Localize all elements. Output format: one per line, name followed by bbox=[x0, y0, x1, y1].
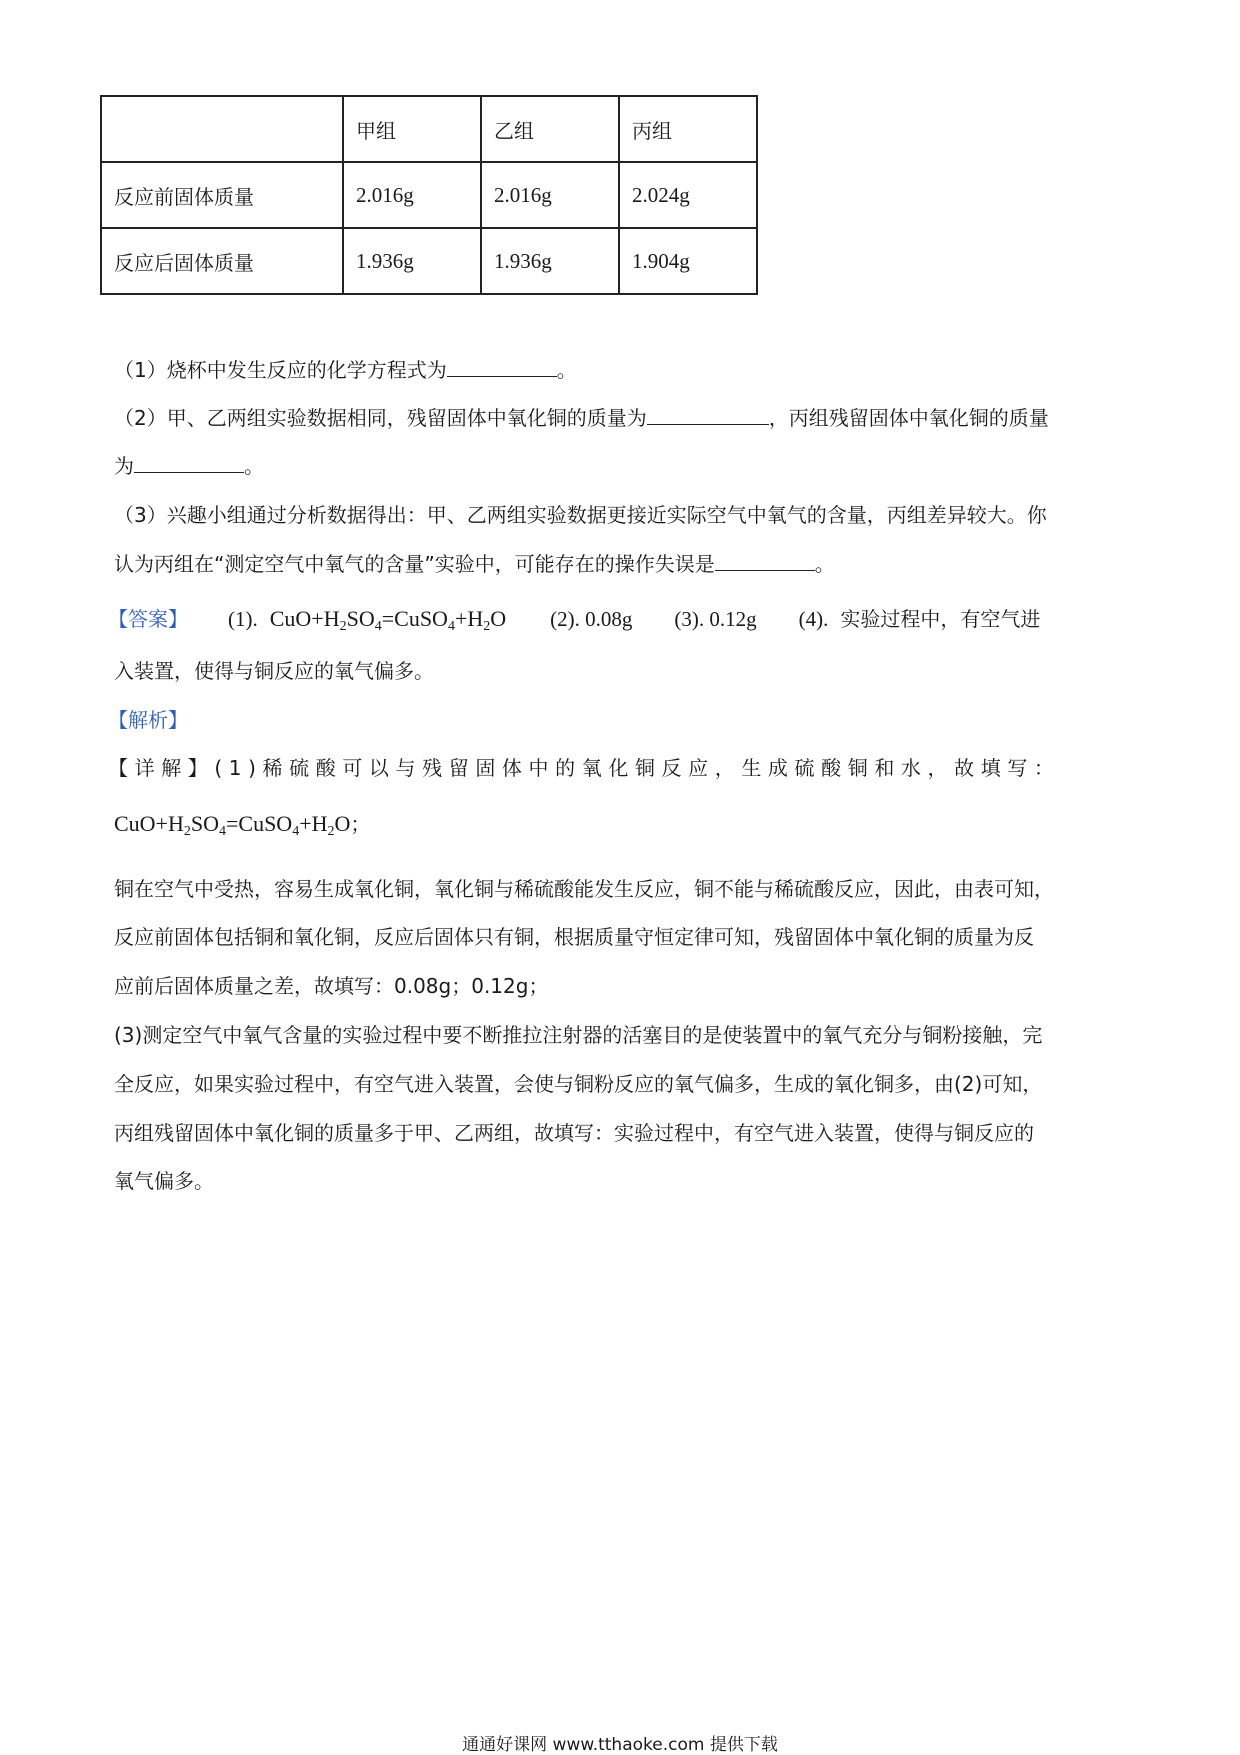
table-cell: 1.936g bbox=[343, 228, 481, 294]
detail-text: (1)稀硫酸可以与残留固体中的氧化铜反应，生成硫酸铜和水，故填写： bbox=[214, 756, 1061, 780]
chemical-equation: $CuO+H_2SO_4=CuSO_4+H_2O$ bbox=[114, 811, 351, 839]
answer-blank bbox=[447, 356, 557, 377]
answer-item: (2). 0.08g bbox=[550, 607, 633, 631]
answer-blank bbox=[647, 404, 769, 425]
detail-line bbox=[108, 754, 1128, 782]
question-2-cont bbox=[114, 452, 1134, 480]
answer-text: 入装置，使得与铜反应的氧气偏多。 bbox=[114, 659, 434, 683]
table-row bbox=[101, 162, 757, 228]
question-text: （2）甲、乙两组实验数据相同，残留固体中氧化铜的质量为 bbox=[114, 406, 647, 430]
table-cell: 1.904g bbox=[619, 228, 757, 294]
table-header-cell: 甲组 bbox=[343, 96, 481, 162]
answer-item-label: (1). bbox=[228, 607, 258, 631]
table-header-cell: 丙组 bbox=[619, 96, 757, 162]
analysis-paragraph-line: 反应前固体包括铜和氧化铜，反应后固体只有铜，根据质量守恒定律可知，残留固体中氧化铜的质量为反 bbox=[114, 925, 1034, 949]
table-header-row bbox=[101, 96, 757, 162]
formula-end: ； bbox=[350, 812, 371, 836]
table-cell: 2.024g bbox=[619, 162, 757, 228]
answer-line-cont bbox=[114, 657, 1134, 685]
answer-item-label: (4). bbox=[798, 607, 829, 631]
question-text: 。 bbox=[814, 552, 835, 576]
table-row bbox=[101, 228, 757, 294]
question-1 bbox=[114, 356, 1134, 384]
answer-item: 实验过程中，有空气进 bbox=[840, 607, 1041, 631]
question-2 bbox=[114, 404, 1134, 432]
analysis-tag: 【解析】 bbox=[108, 708, 188, 732]
table-row-label: 反应后固体质量 bbox=[101, 228, 343, 294]
analysis-paragraph-line: 应前后固体质量之差，故填写：0.08g；0.12g； bbox=[114, 974, 549, 998]
question-text: （1）烧杯中发生反应的化学方程式为 bbox=[114, 358, 447, 382]
question-3 bbox=[114, 501, 1134, 529]
answer-item: (3). 0.12g bbox=[674, 607, 757, 631]
answer-tag: 【答案】 bbox=[108, 607, 188, 631]
analysis-heading bbox=[108, 706, 1128, 734]
question-text: （3）兴趣小组通过分析数据得出：甲、乙两组实验数据更接近实际空气中氧气的含量，丙组差异较大。你 bbox=[114, 503, 1047, 527]
table-row-label: 反应前固体质量 bbox=[101, 162, 343, 228]
analysis-paragraph-line: 铜在空气中受热，容易生成氧化铜，氧化铜与稀硫酸能发生反应，铜不能与稀硫酸反应，因此，由表可知， bbox=[114, 877, 1054, 901]
question-text: 为 bbox=[114, 454, 134, 478]
answer-blank bbox=[715, 550, 815, 571]
analysis-paragraph-line: 丙组残留固体中氧化铜的质量多于甲、乙两组，故填写：实验过程中，有空气进入装置，使得与铜反应的 bbox=[114, 1121, 1034, 1145]
answer-line bbox=[108, 605, 1128, 633]
formula-line bbox=[114, 810, 1134, 838]
table-cell: 2.016g bbox=[481, 162, 619, 228]
analysis-paragraph-line: (3)测定空气中氧气含量的实验过程中要不断推拉注射器的活塞目的是使装置中的氧气充分与铜粉接触，完 bbox=[114, 1023, 1043, 1047]
chemical-equation: $CuO+H_2SO_4=CuSO_4+H_2O$ bbox=[269, 606, 507, 634]
answer-blank bbox=[134, 452, 244, 473]
question-text: 。 bbox=[556, 358, 577, 382]
table-header-cell: 乙组 bbox=[481, 96, 619, 162]
question-text: 认为丙组在“测定空气中氧气的含量”实验中，可能存在的操作失误是 bbox=[114, 552, 715, 576]
question-3-cont bbox=[114, 550, 1134, 578]
results-table bbox=[100, 95, 758, 295]
analysis-paragraph-line: 氧气偏多。 bbox=[114, 1169, 214, 1193]
table-cell: 2.016g bbox=[343, 162, 481, 228]
detail-tag: 【详解】 bbox=[108, 756, 215, 780]
question-text: ，丙组残留固体中氧化铜的质量 bbox=[768, 406, 1049, 430]
table-cell: 1.936g bbox=[481, 228, 619, 294]
table-header-cell bbox=[101, 96, 343, 162]
analysis-paragraph-line: 全反应，如果实验过程中，有空气进入装置，会使与铜粉反应的氧气偏多，生成的氧化铜多，由(2)可知， bbox=[114, 1072, 1043, 1096]
question-text: 。 bbox=[244, 454, 264, 478]
page-footer: 通通好课网 www.tthaoke.com 提供下载 bbox=[462, 1735, 778, 1755]
